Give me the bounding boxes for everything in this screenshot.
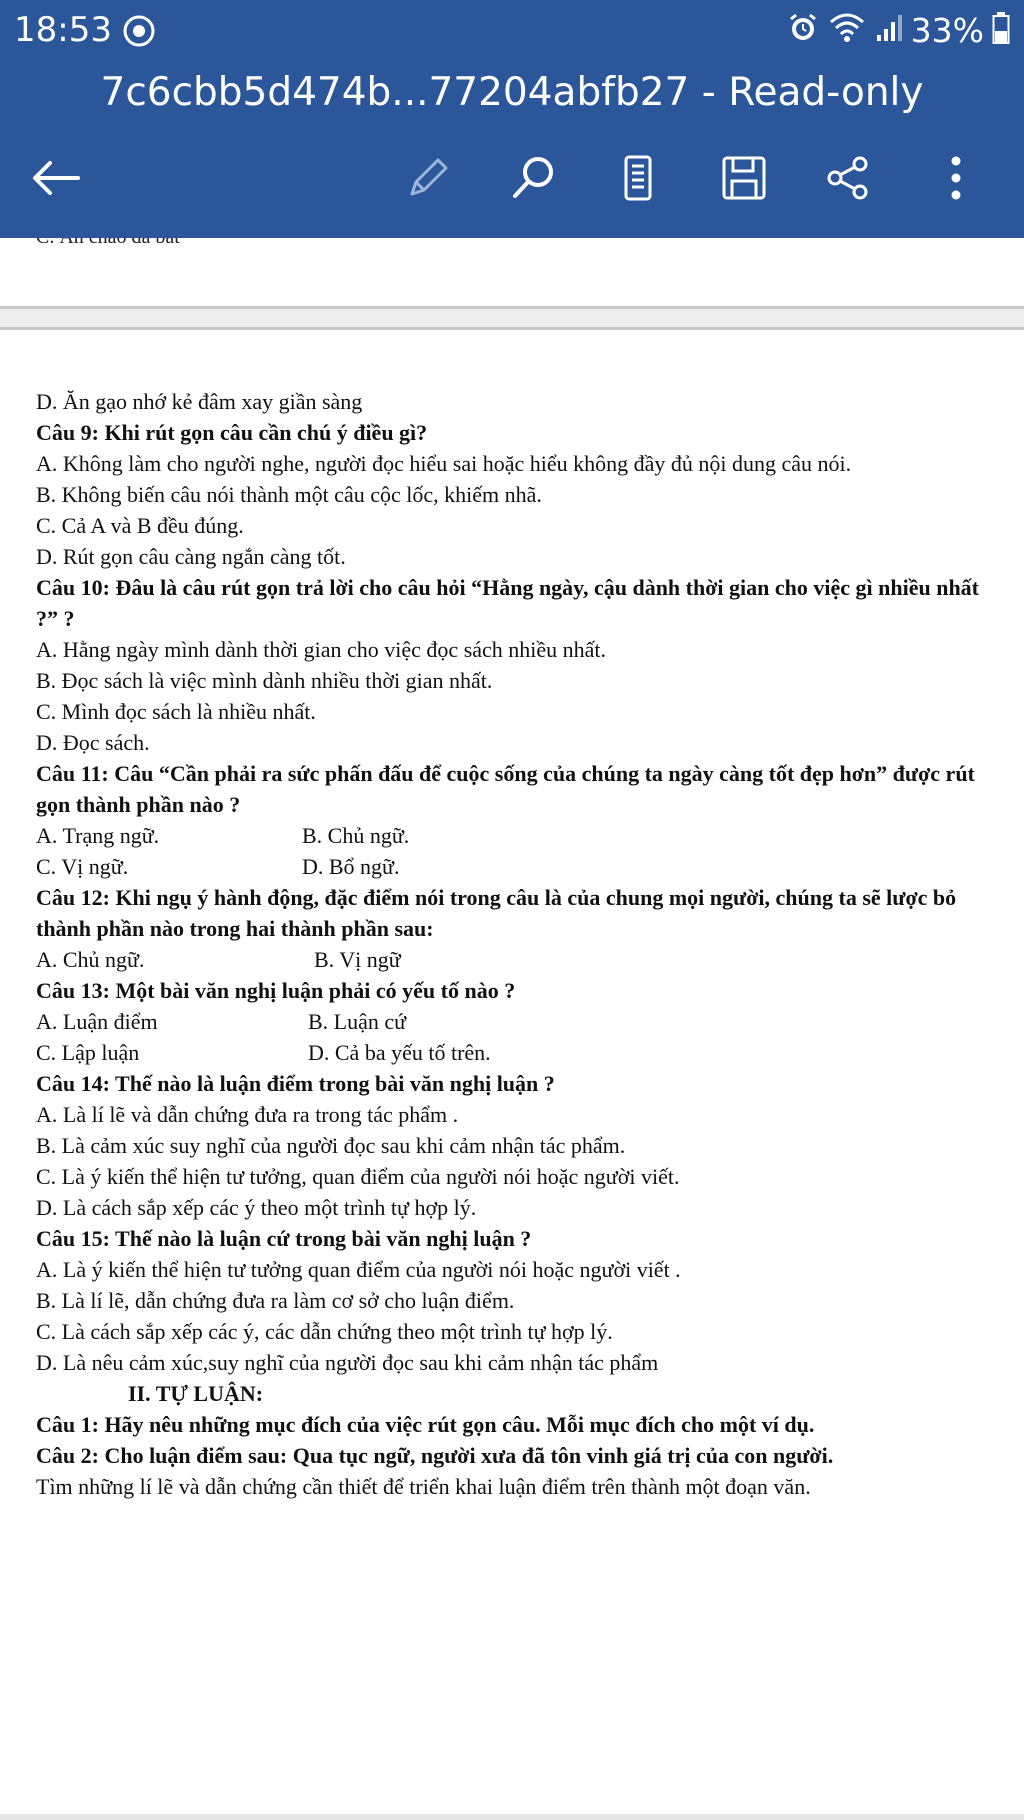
status-time: 18:53 [14, 10, 112, 50]
status-bar [0, 0, 1024, 62]
back-icon [30, 158, 82, 202]
question-15: Câu 15: Thế nào là luận cứ trong bài văn nghị luận ? [36, 1226, 532, 1251]
answer-line: B. Không biến câu nói thành một câu cộc lốc, khiếm nhã. [36, 482, 542, 507]
answer-option: B. Luận cứ [308, 1009, 407, 1034]
section-heading: II. TỰ LUẬN: [128, 1381, 264, 1406]
answer-row [36, 1037, 996, 1068]
status-indicators [787, 10, 1010, 50]
battery-icon [992, 11, 1010, 49]
search-icon [510, 154, 558, 206]
answer-option: D. Cả ba yếu tố trên. [308, 1040, 491, 1065]
settings-gear-icon [122, 14, 156, 52]
pencil-icon [404, 154, 452, 206]
answer-row [36, 1006, 996, 1037]
signal-icon [875, 13, 903, 47]
answer-line: D. Ăn gạo nhớ kẻ đâm xay giần sàng [36, 389, 363, 414]
answer-line: C. Cả A và B đều đúng. [36, 513, 244, 538]
question-10: Câu 10: Đâu là câu rút gọn trả lời cho câu hỏi “Hằng ngày, cậu dành thời gian cho việc gì nhiều nhất ?” ? [36, 575, 980, 631]
page-bottom-edge [0, 1814, 1024, 1820]
answer-option: D. Bổ ngữ. [302, 854, 400, 879]
more-icon [948, 154, 964, 206]
answer-line: B. Là lí lẽ, dẫn chứng đưa ra làm cơ sở cho luận điểm. [36, 1288, 515, 1313]
more-options-button[interactable] [928, 152, 984, 208]
answer-line: B. Đọc sách là việc mình dành nhiều thời gian nhất. [36, 668, 493, 693]
app-header [0, 0, 1024, 238]
answer-row [36, 851, 996, 882]
essay-question-1: Câu 1: Hãy nêu những mục đích của việc rút gọn câu. Mỗi mục đích cho một ví dụ. [36, 1412, 815, 1437]
reading-view-button[interactable] [610, 152, 666, 208]
question-12: Câu 12: Khi ngụ ý hành động, đặc điểm nói trong câu là của chung mọi người, chúng ta sẽ lược bỏ thành phần nào trong hai thành phần sau: [36, 885, 957, 941]
save-icon [720, 154, 768, 206]
reading-view-icon [618, 154, 658, 206]
battery-percent: 33% [910, 10, 984, 50]
answer-line: D. Là nêu cảm xúc,suy nghĩ của người đọc sau khi cảm nhận tác phẩm [36, 1350, 659, 1375]
answer-row [36, 820, 996, 851]
answer-option: B. Chủ ngữ. [302, 823, 410, 848]
answer-line: D. Là cách sắp xếp các ý theo một trình tự hợp lý. [36, 1195, 477, 1220]
answer-line: A. Là lí lẽ và dẫn chứng đưa ra trong tác phẩm . [36, 1102, 459, 1127]
answer-option: C. Lập luận [36, 1040, 140, 1065]
back-button[interactable] [28, 152, 84, 208]
answer-line: C. Là ý kiến thể hiện tư tưởng, quan điểm của người nói hoặc người viết. [36, 1164, 680, 1189]
share-icon [824, 154, 872, 206]
answer-line: A. Là ý kiến thể hiện tư tưởng quan điểm của người nói hoặc người viết . [36, 1257, 681, 1282]
essay-question-2: Câu 2: Cho luận điểm sau: Qua tục ngữ, người xưa đã tôn vinh giá trị của con người. [36, 1443, 834, 1468]
question-13: Câu 13: Một bài văn nghị luận phải có yếu tố nào ? [36, 978, 516, 1003]
share-button[interactable] [820, 152, 876, 208]
answer-line: B. Là cảm xúc suy nghĩ của người đọc sau khi cảm nhận tác phẩm. [36, 1133, 626, 1158]
question-14: Câu 14: Thế nào là luận điểm trong bài văn nghị luận ? [36, 1071, 555, 1096]
essay-instruction: Tìm những lí lẽ và dẫn chứng cần thiết để triển khai luận điểm trên thành một đoạn văn. [36, 1474, 811, 1499]
document-page [36, 386, 996, 1502]
answer-option: A. Trạng ngữ. [36, 823, 160, 848]
document-title: 7c6cbb5d474b...77204abfb27 - Read-only [100, 70, 924, 115]
search-button[interactable] [506, 152, 562, 208]
answer-line: C. Là cách sắp xếp các ý, các dẫn chứng theo một trình tự hợp lý. [36, 1319, 613, 1344]
answer-line: C. Mình đọc sách là nhiều nhất. [36, 699, 316, 724]
answer-line: A. Hằng ngày mình dành thời gian cho việc đọc sách nhiều nhất. [36, 637, 607, 662]
answer-option: A. Chủ ngữ. [36, 947, 145, 972]
page-break [0, 306, 1024, 330]
wifi-icon [827, 12, 867, 48]
answer-option: A. Luận điểm [36, 1009, 158, 1034]
question-11: Câu 11: Câu “Cần phải ra sức phấn đấu để cuộc sống của chúng ta ngày càng tốt đẹp hơn” được rút gọn thành phần nào ? [36, 761, 975, 817]
answer-line: D. Đọc sách. [36, 730, 150, 755]
alarm-icon [787, 12, 819, 48]
answer-option: B. Vị ngữ [314, 947, 401, 972]
save-button[interactable] [716, 152, 772, 208]
answer-option: C. Vị ngữ. [36, 854, 129, 879]
answer-row [36, 944, 996, 975]
edit-button[interactable] [400, 152, 456, 208]
answer-line: A. Không làm cho người nghe, người đọc hiểu sai hoặc hiểu không đầy đủ nội dung câu nói. [36, 451, 852, 476]
question-9: Câu 9: Khi rút gọn câu cần chú ý điều gì? [36, 420, 428, 445]
answer-line: D. Rút gọn câu càng ngắn càng tốt. [36, 544, 346, 569]
